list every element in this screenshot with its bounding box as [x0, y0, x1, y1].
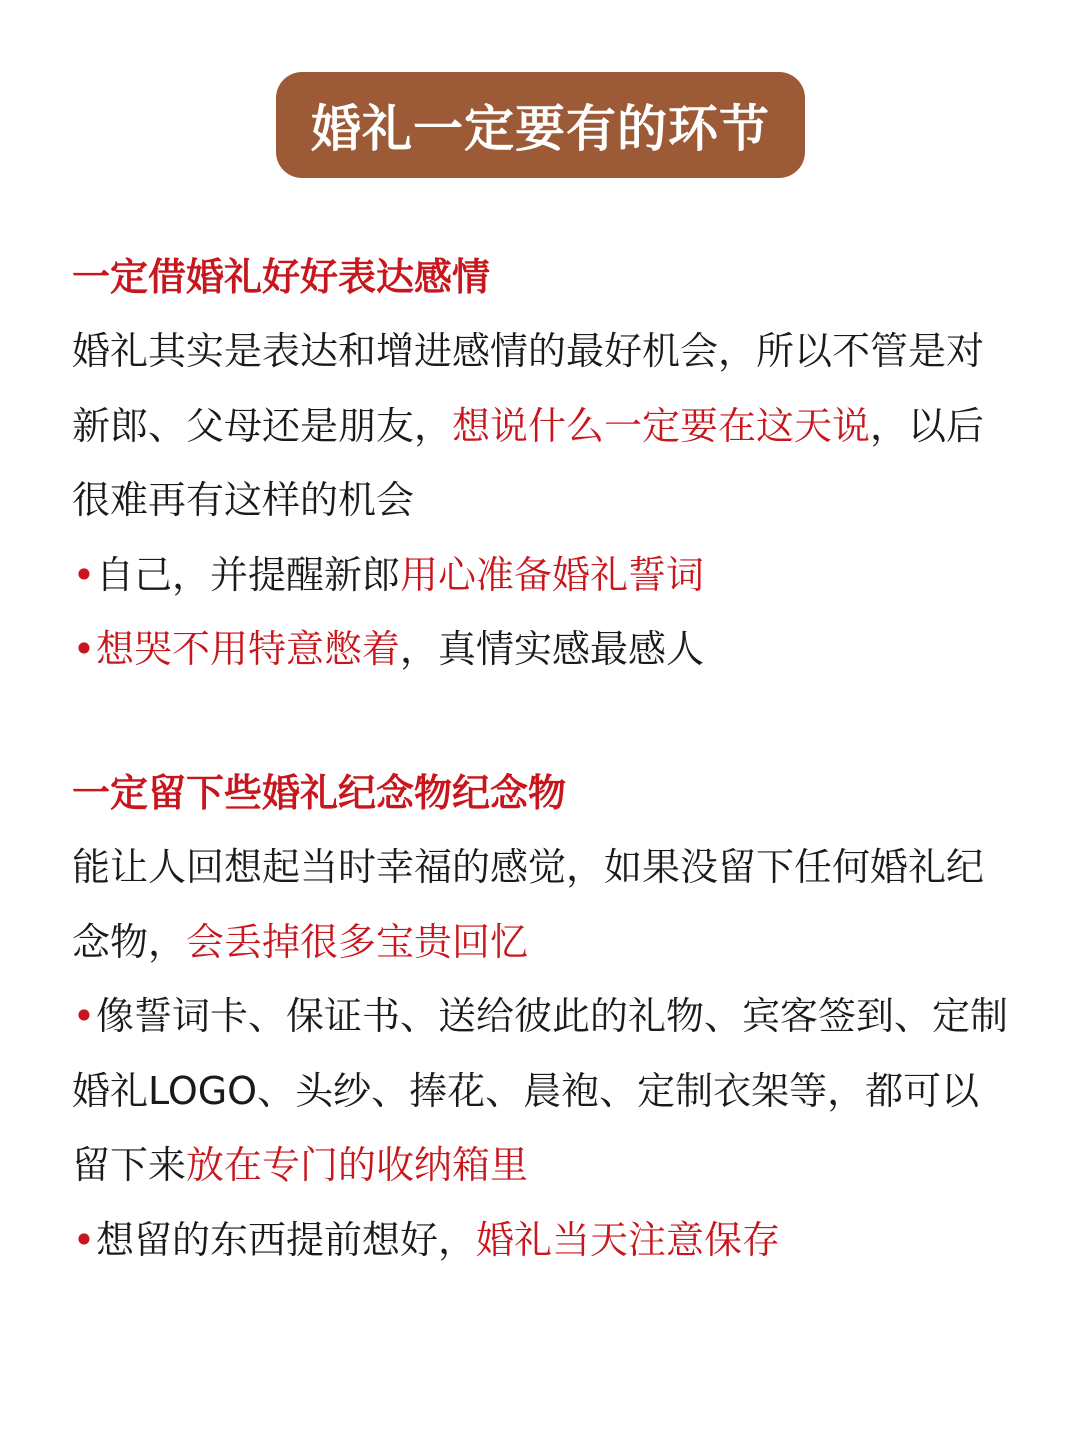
- bullet-item: [72, 1203, 1052, 1278]
- bullet-icon: •: [72, 994, 96, 1038]
- paragraph-line: [72, 463, 1052, 538]
- highlight-text: 放在专门的收纳箱里: [186, 1143, 529, 1187]
- section-heading: 一定留下些婚礼纪念物纪念物: [72, 771, 567, 815]
- paragraph-line: [72, 830, 1052, 905]
- highlight-text: 会丢掉很多宝贵回忆: [186, 919, 529, 964]
- text: 念物，: [72, 919, 187, 964]
- text: 像誓词卡、保证书、送给彼此的礼物、宾客签到、定制: [96, 994, 1009, 1038]
- highlight-text: 想说什么一定要在这天说: [452, 403, 871, 448]
- text: 很难再有这样的机会: [72, 478, 415, 522]
- bullet-icon: •: [72, 1217, 96, 1262]
- text: 自己，并提醒新郎: [96, 552, 401, 597]
- bullet-item: [72, 612, 1052, 687]
- bullet-item-continuation: [72, 1054, 1052, 1129]
- bullet-item: [72, 538, 1052, 613]
- section-keepsakes: [72, 756, 1052, 1277]
- title-banner: [276, 72, 805, 178]
- paragraph-line: [72, 905, 1052, 980]
- section-express-feelings: [72, 240, 1052, 687]
- text: 婚礼其实是表达和增进感情的最好机会，所以不管是对: [72, 329, 985, 373]
- bullet-item-continuation: [72, 1128, 1052, 1203]
- text: 能让人回想起当时幸福的感觉，如果没留下任何婚礼纪: [72, 845, 985, 889]
- paragraph-line: [72, 389, 1052, 464]
- highlight-text: 想哭不用特意憋着: [96, 627, 401, 671]
- text: ，以后: [870, 403, 985, 448]
- bullet-icon: •: [72, 552, 96, 597]
- text: 想留的东西提前想好，: [96, 1217, 477, 1262]
- highlight-text: 婚礼当天注意保存: [476, 1217, 781, 1262]
- bullet-icon: •: [72, 627, 96, 671]
- highlight-text: 用心准备婚礼誓词: [400, 552, 705, 597]
- page-title: 婚礼一定要有的环节: [311, 100, 770, 158]
- section-heading: 一定借婚礼好好表达感情: [72, 255, 491, 299]
- text: ，真情实感最感人: [400, 627, 705, 671]
- text: 婚礼LOGO、头纱、捧花、晨袍、定制衣架等，都可以: [72, 1068, 980, 1113]
- text: 新郎、父母还是朋友，: [72, 403, 453, 448]
- bullet-item: [72, 979, 1052, 1054]
- text: 留下来: [72, 1143, 187, 1187]
- paragraph-line: [72, 314, 1052, 389]
